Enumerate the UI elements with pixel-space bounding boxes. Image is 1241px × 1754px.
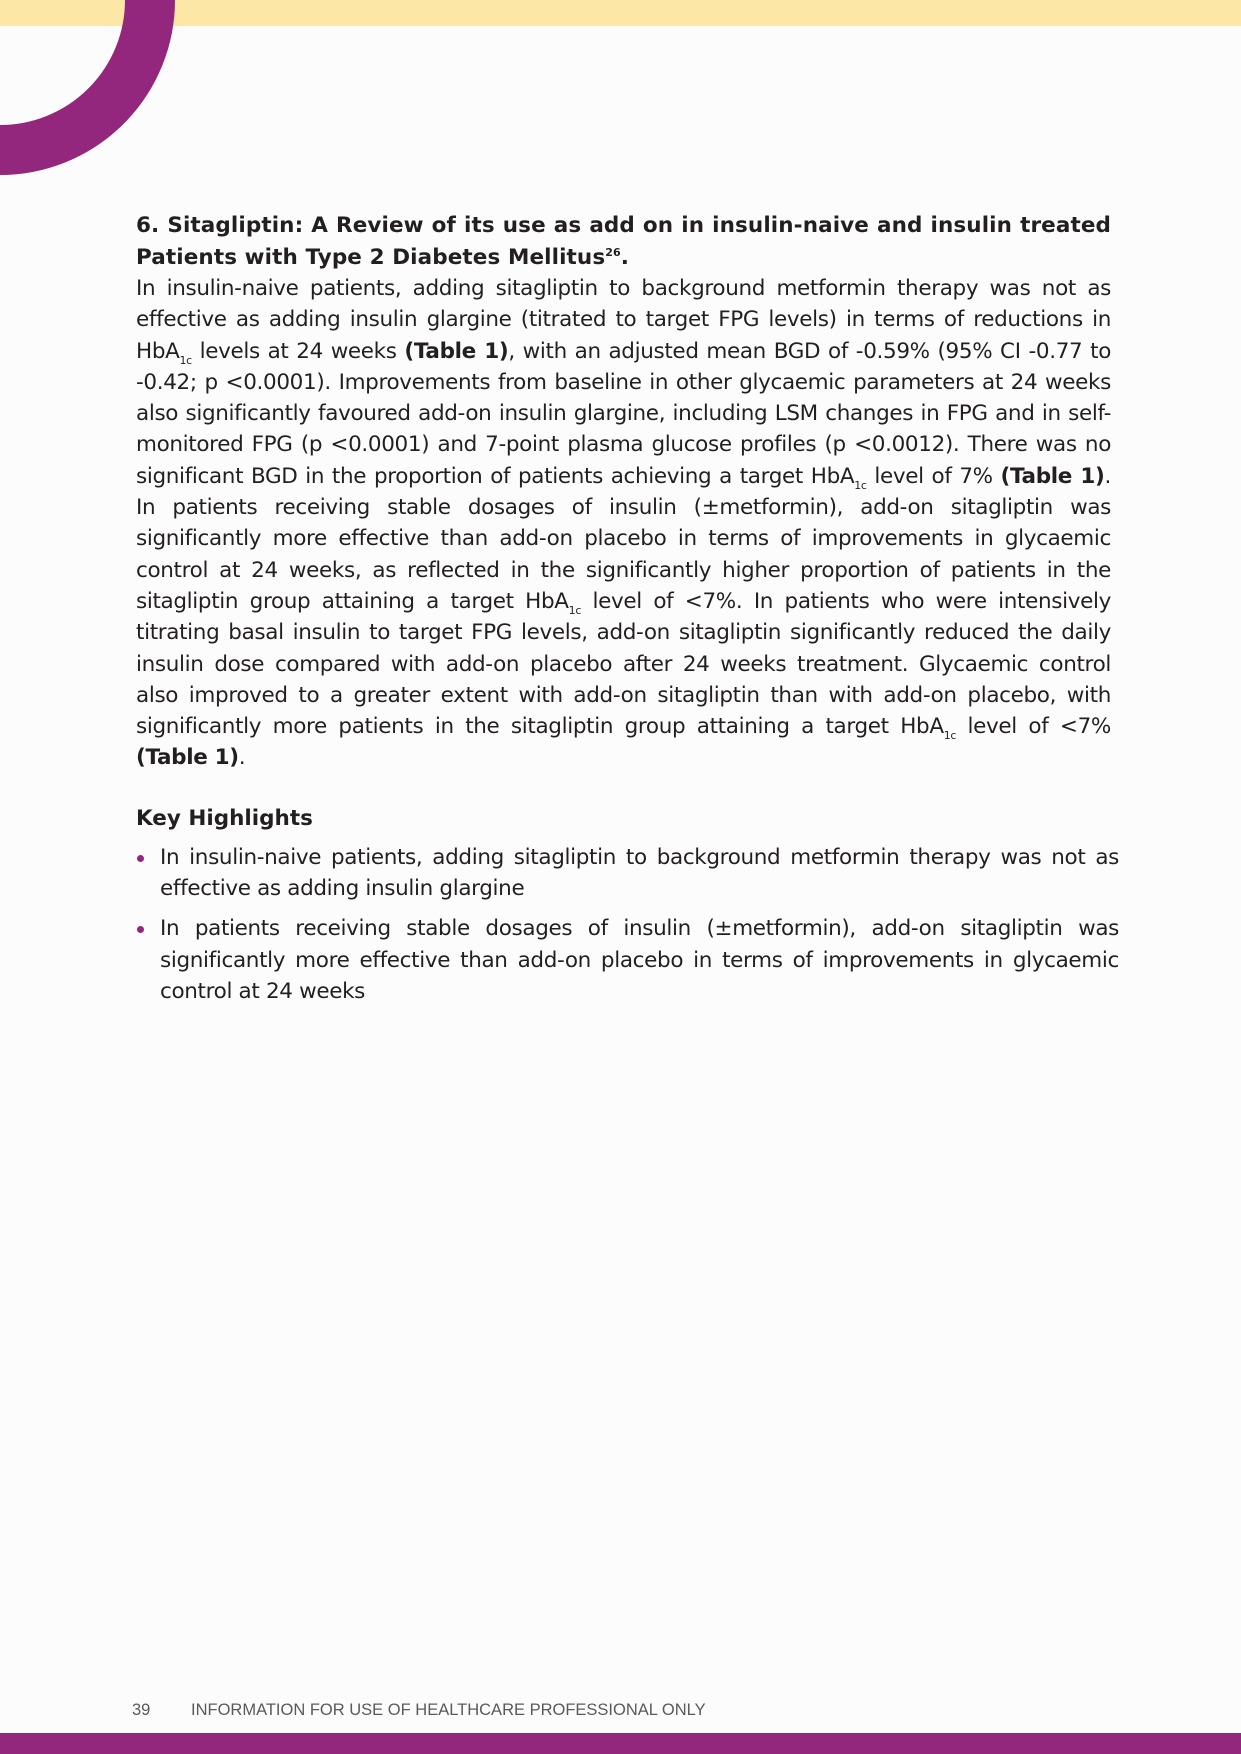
subscript: 1c bbox=[943, 729, 957, 743]
subscript: 1c bbox=[568, 603, 582, 617]
list-item bbox=[136, 842, 1119, 905]
body-paragraph bbox=[136, 273, 1111, 774]
text-run: . In patients receiving stable dosages of insulin (±metformin), add-on sitagliptin was significantly more effective than add-on placebo in terms of improvements in glycaemic control at 24 weeks, as reflected in the significantly higher proportion of patients in the sitagliptin group attaining a target HbA bbox=[136, 463, 1111, 614]
bullet-icon bbox=[137, 855, 144, 862]
subscript: 1c bbox=[854, 478, 867, 492]
page-footer bbox=[132, 1701, 706, 1720]
bullet-icon bbox=[137, 926, 144, 933]
text-run: , with an adjusted mean BGD of -0.59% (95% CI -0.77 to -0.42; p <0.0001). Improvements from baseline in other glycaemic parameters at 24 weeks also significantly favoured add-on insulin glargine, including LSM changes in FPG and in self-monitored FPG (p <0.0001) and 7-point plasma glucose profiles (p <0.0012). There was no significant BGD in the proportion of patients achieving a target HbA bbox=[136, 338, 1112, 489]
text-run: In insulin-naive patients, adding sitagliptin to background metformin therapy was not as effective as adding insulin glargine (titrated to target FPG levels) in terms of reductions in HbA bbox=[136, 276, 1111, 364]
page-content bbox=[136, 210, 1119, 1016]
table-reference: (Table 1) bbox=[136, 745, 239, 771]
page-number: 39 bbox=[132, 1701, 151, 1719]
heading-text: 6. Sitagliptin: A Review of its use as add on in insulin-naive and insulin treated Patients with Type 2 Diabetes Mellitus bbox=[136, 213, 1111, 270]
key-highlights-title: Key Highlights bbox=[136, 805, 313, 831]
text-run: level of 7% bbox=[866, 463, 1001, 489]
list-item-text: In insulin-naive patients, adding sitagliptin to background metformin therapy was not as effective as adding insulin glargine bbox=[160, 844, 1119, 902]
text-run: level of <7%. In patients who were intensively titrating basal insulin to target FPG levels, add-on sitagliptin significantly reduced the daily insulin dose compared with add-on placebo after 24 weeks treatment. Glycaemic control also improved to a greater extent with add-on sitagliptin than with add-on placebo, with significantly more patients in the sitagliptin group attaining a target HbA bbox=[136, 588, 1112, 740]
text-run: level of <7% bbox=[956, 714, 1111, 740]
table-reference: (Table 1) bbox=[404, 338, 509, 364]
footer-notice: INFORMATION FOR USE OF HEALTHCARE PROFESSIONAL ONLY bbox=[191, 1701, 706, 1719]
key-highlights-list bbox=[136, 842, 1119, 1007]
subscript: 1c bbox=[179, 353, 192, 367]
header-band bbox=[0, 0, 1241, 26]
list-item bbox=[136, 913, 1119, 1007]
section-heading bbox=[136, 210, 1111, 273]
list-item-text: In patients receiving stable dosages of insulin (±metformin), add-on sitagliptin was significantly more effective than add-on placebo in terms of improvements in glycaemic control at 24 weeks bbox=[160, 916, 1119, 1004]
text-run: . bbox=[238, 745, 246, 771]
table-reference: (Table 1) bbox=[1000, 463, 1105, 489]
text-run: levels at 24 weeks bbox=[191, 338, 405, 364]
decorative-ring bbox=[0, 0, 175, 175]
reference-superscript: 26 bbox=[605, 245, 621, 259]
heading-period: . bbox=[620, 244, 630, 270]
footer-band bbox=[0, 1733, 1241, 1754]
